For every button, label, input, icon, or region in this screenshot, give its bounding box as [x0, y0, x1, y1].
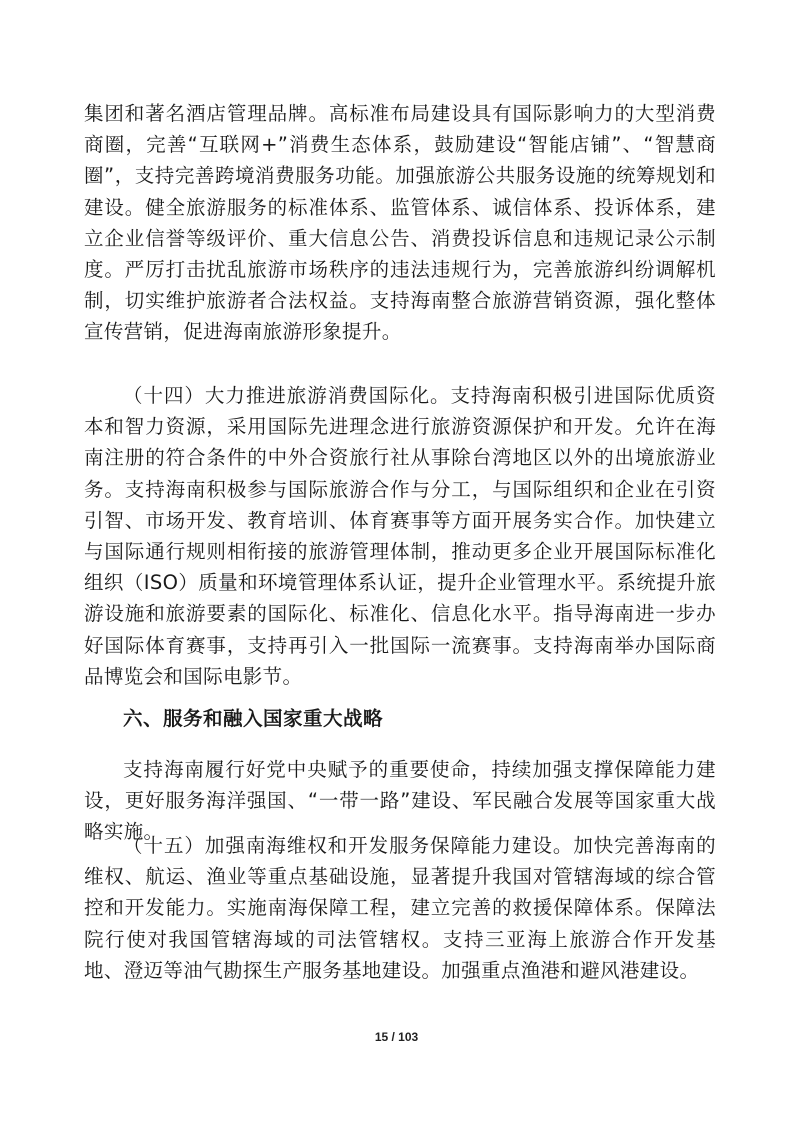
- page-number: 15 / 103: [374, 1030, 419, 1044]
- paragraph-strategy-intro: 支持海南履行好党中央赋予的重要使命，持续加强支撑保障能力建设，更好服务海洋强国、“一带一路”建设、军民融合发展等国家重大战略实施。: [84, 758, 716, 844]
- section-lead-14: （十四）大力推进旅游消费国际化。: [123, 384, 451, 407]
- chapter-heading-six: 六、服务和融入国家重大战略: [123, 707, 384, 730]
- paragraph-south-china-sea: [84, 830, 716, 986]
- section-body-14: 支持海南积极引进国际优质资本和智力资源，采用国际先进理念进行旅游资源保护和开发。允许在海南注册的符合条件的中外合资旅行社从事除台湾地区以外的出境旅游业务。支持海南积极参与国际旅游合作与分工，与国际组织和企业在引资引智、市场开发、教育培训、体育赛事等方面开展务实合作。加快建立与国际通行规则相衔接的旅游管理体制，推动更多企业开展国际标准化组织（ISO）质量和环境管理体系认证，提升企业管理水平。系统提升旅游设施和旅游要素的国际化、标准化、信息化水平。指导海南进一步办好国际体育赛事，支持再引入一批国际一流赛事。支持海南举办国际商品博览会和国际电影节。: [84, 384, 716, 688]
- paragraph-tourism-internationalization: [84, 380, 716, 692]
- paragraph-consumption-services: 集团和著名酒店管理品牌。高标准布局建设具有国际影响力的大型消费商圈，完善“互联网+”消费生态体系，鼓励建设“智能店铺”、“智慧商圈”，支持完善跨境消费服务功能。加强旅游公共服务设施的统筹规划和建设。健全旅游服务的标准体系、监管体系、诚信体系、投诉体系，建立企业信誉等级评价、重大信息公告、消费投诉信息和违规记录公示制度。严厉打击扰乱旅游市场秩序的违法违规行为，完善旅游纠纷调解机制，切实维护旅游者合法权益。支持海南整合旅游营销资源，强化整体宣传营销，促进海南旅游形象提升。: [84, 102, 716, 344]
- section-body-15: 加快完善海南的维权、航运、渔业等重点基础设施，显著提升我国对管辖海域的综合管控和开发能力。实施南海保障工程，建立完善的救援保障体系。保障法院行使对我国管辖海域的司法管辖权。支持三亚海上旅游合作开发基地、澄迈等油气勘探生产服务基地建设。加强重点渔港和避风港建设。: [84, 834, 716, 982]
- section-lead-15: （十五）加强南海维权和开发服务保障能力建设。: [123, 834, 574, 857]
